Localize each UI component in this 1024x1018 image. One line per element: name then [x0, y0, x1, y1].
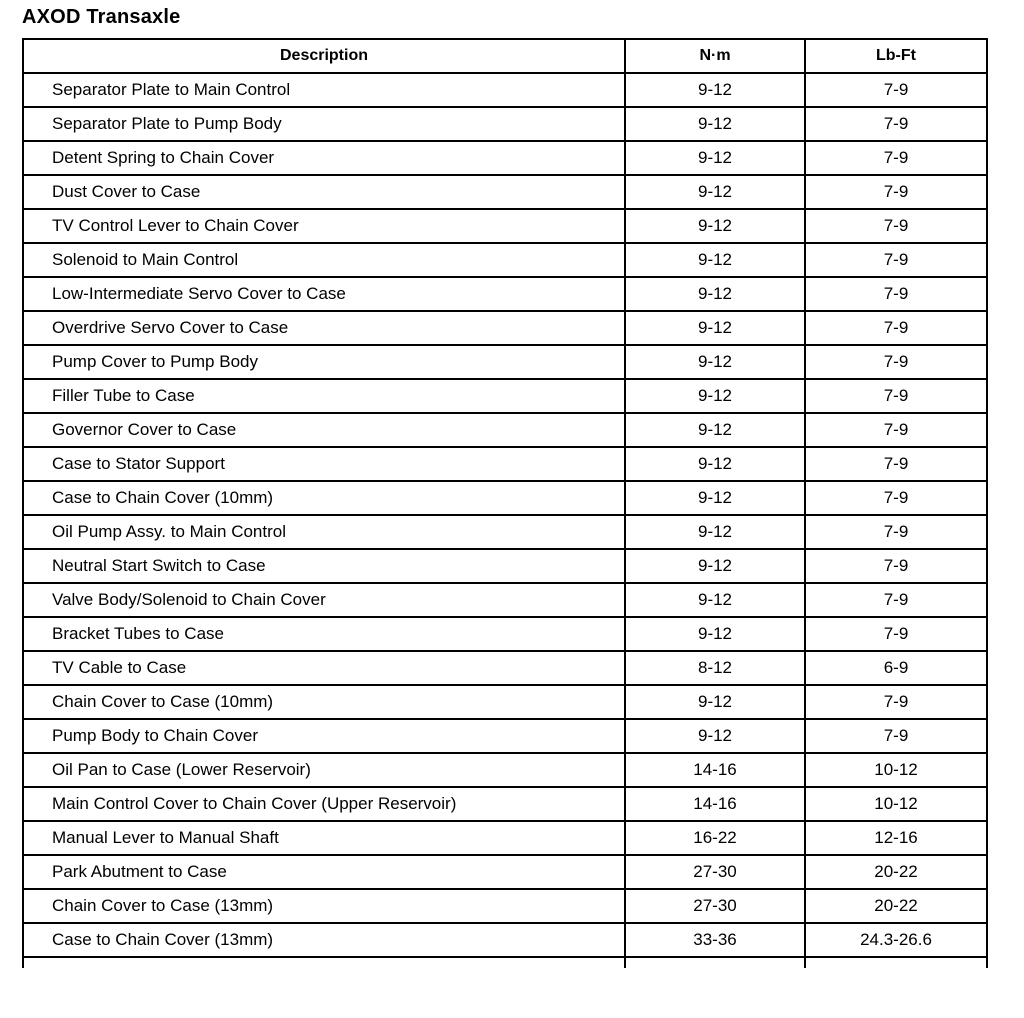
- header-nm: N·m: [625, 39, 805, 73]
- cell-description: Case to Chain Cover (13mm): [23, 923, 625, 957]
- cell-nm: 9-12: [625, 515, 805, 549]
- cell-description: Separator Plate to Main Control: [23, 73, 625, 107]
- table-row: [23, 73, 987, 107]
- table-row: [23, 549, 987, 583]
- table-row: [23, 345, 987, 379]
- cell-nm: 33-36: [625, 923, 805, 957]
- table-row: [23, 617, 987, 651]
- cell-description: Separator Plate to Pump Body: [23, 107, 625, 141]
- cell-description: Manual Lever to Manual Shaft: [23, 821, 625, 855]
- cell-lbft: 7-9: [805, 345, 987, 379]
- cell-lbft: 7-9: [805, 583, 987, 617]
- cell-lbft: 7-9: [805, 243, 987, 277]
- cell-lbft: 7-9: [805, 617, 987, 651]
- table-row: [23, 209, 987, 243]
- cell-lbft: 12-16: [805, 821, 987, 855]
- cell-nm: 9-12: [625, 685, 805, 719]
- cell-description: Valve Body/Solenoid to Chain Cover: [23, 583, 625, 617]
- cell-description: Governor Cover to Case: [23, 413, 625, 447]
- page-title: AXOD Transaxle: [22, 6, 181, 28]
- cell-nm: 9-12: [625, 141, 805, 175]
- table-row: [23, 413, 987, 447]
- cell-lbft: 7-9: [805, 311, 987, 345]
- cell-nm: 9-12: [625, 277, 805, 311]
- cell-description: Oil Pump Assy. to Main Control: [23, 515, 625, 549]
- table-row: [23, 243, 987, 277]
- cell-nm: 9-12: [625, 345, 805, 379]
- cell-lbft: 7-9: [805, 413, 987, 447]
- table-row: [23, 753, 987, 787]
- cell-description: Case to Stator Support: [23, 447, 625, 481]
- header-row: [23, 39, 987, 73]
- cell-description: Dust Cover to Case: [23, 175, 625, 209]
- empty-cell: [23, 957, 625, 968]
- cell-lbft: 7-9: [805, 73, 987, 107]
- cell-lbft: 7-9: [805, 685, 987, 719]
- cell-description: Park Abutment to Case: [23, 855, 625, 889]
- cell-description: Neutral Start Switch to Case: [23, 549, 625, 583]
- table-row: [23, 923, 987, 957]
- table-row: [23, 277, 987, 311]
- cell-nm: 9-12: [625, 107, 805, 141]
- cell-lbft: 7-9: [805, 515, 987, 549]
- table-row: [23, 311, 987, 345]
- table-row: [23, 651, 987, 685]
- table-row: [23, 685, 987, 719]
- cell-lbft: 20-22: [805, 889, 987, 923]
- table-header: [23, 39, 987, 73]
- table-row: [23, 821, 987, 855]
- table-body: [23, 73, 987, 968]
- cell-lbft: 7-9: [805, 719, 987, 753]
- table-row: [23, 107, 987, 141]
- cell-lbft: 7-9: [805, 549, 987, 583]
- torque-spec-table: [22, 38, 988, 968]
- cell-nm: 9-12: [625, 73, 805, 107]
- cell-lbft: 10-12: [805, 753, 987, 787]
- header-description: Description: [23, 39, 625, 73]
- cell-nm: 14-16: [625, 753, 805, 787]
- cell-nm: 9-12: [625, 549, 805, 583]
- table-row: [23, 447, 987, 481]
- cell-lbft: 24.3-26.6: [805, 923, 987, 957]
- cell-description: Main Control Cover to Chain Cover (Upper Reservoir): [23, 787, 625, 821]
- cell-nm: 9-12: [625, 617, 805, 651]
- cell-description: Bracket Tubes to Case: [23, 617, 625, 651]
- empty-cell: [625, 957, 805, 968]
- cell-lbft: 10-12: [805, 787, 987, 821]
- cell-description: Pump Body to Chain Cover: [23, 719, 625, 753]
- cell-nm: 9-12: [625, 243, 805, 277]
- cell-lbft: 7-9: [805, 379, 987, 413]
- cell-description: TV Control Lever to Chain Cover: [23, 209, 625, 243]
- cell-nm: 9-12: [625, 413, 805, 447]
- cell-description: TV Cable to Case: [23, 651, 625, 685]
- cell-description: Solenoid to Main Control: [23, 243, 625, 277]
- table-row: [23, 481, 987, 515]
- cell-nm: 9-12: [625, 719, 805, 753]
- cell-lbft: 7-9: [805, 209, 987, 243]
- cell-description: Chain Cover to Case (13mm): [23, 889, 625, 923]
- table-row: [23, 515, 987, 549]
- cell-lbft: 6-9: [805, 651, 987, 685]
- table-row: [23, 787, 987, 821]
- cell-description: Oil Pan to Case (Lower Reservoir): [23, 753, 625, 787]
- cell-nm: 14-16: [625, 787, 805, 821]
- cell-description: Low-Intermediate Servo Cover to Case: [23, 277, 625, 311]
- cell-lbft: 7-9: [805, 175, 987, 209]
- cell-lbft: 7-9: [805, 141, 987, 175]
- cell-nm: 16-22: [625, 821, 805, 855]
- table-row: [23, 379, 987, 413]
- table-row-continuation: [23, 957, 987, 968]
- table-row: [23, 175, 987, 209]
- cell-description: Case to Chain Cover (10mm): [23, 481, 625, 515]
- cell-description: Chain Cover to Case (10mm): [23, 685, 625, 719]
- header-lbft: Lb-Ft: [805, 39, 987, 73]
- table-row: [23, 141, 987, 175]
- cell-nm: 9-12: [625, 311, 805, 345]
- cell-lbft: 7-9: [805, 481, 987, 515]
- empty-cell: [805, 957, 987, 968]
- table-row: [23, 855, 987, 889]
- cell-description: Filler Tube to Case: [23, 379, 625, 413]
- cell-lbft: 7-9: [805, 277, 987, 311]
- cell-description: Overdrive Servo Cover to Case: [23, 311, 625, 345]
- cell-nm: 27-30: [625, 855, 805, 889]
- cell-lbft: 7-9: [805, 107, 987, 141]
- cell-nm: 9-12: [625, 447, 805, 481]
- cell-lbft: 20-22: [805, 855, 987, 889]
- cell-description: Pump Cover to Pump Body: [23, 345, 625, 379]
- cell-nm: 9-12: [625, 583, 805, 617]
- cell-nm: 9-12: [625, 379, 805, 413]
- cell-nm: 9-12: [625, 209, 805, 243]
- table-row: [23, 889, 987, 923]
- table-row: [23, 719, 987, 753]
- cell-nm: 9-12: [625, 175, 805, 209]
- cell-lbft: 7-9: [805, 447, 987, 481]
- cell-nm: 8-12: [625, 651, 805, 685]
- table-row: [23, 583, 987, 617]
- cell-description: Detent Spring to Chain Cover: [23, 141, 625, 175]
- cell-nm: 9-12: [625, 481, 805, 515]
- cell-nm: 27-30: [625, 889, 805, 923]
